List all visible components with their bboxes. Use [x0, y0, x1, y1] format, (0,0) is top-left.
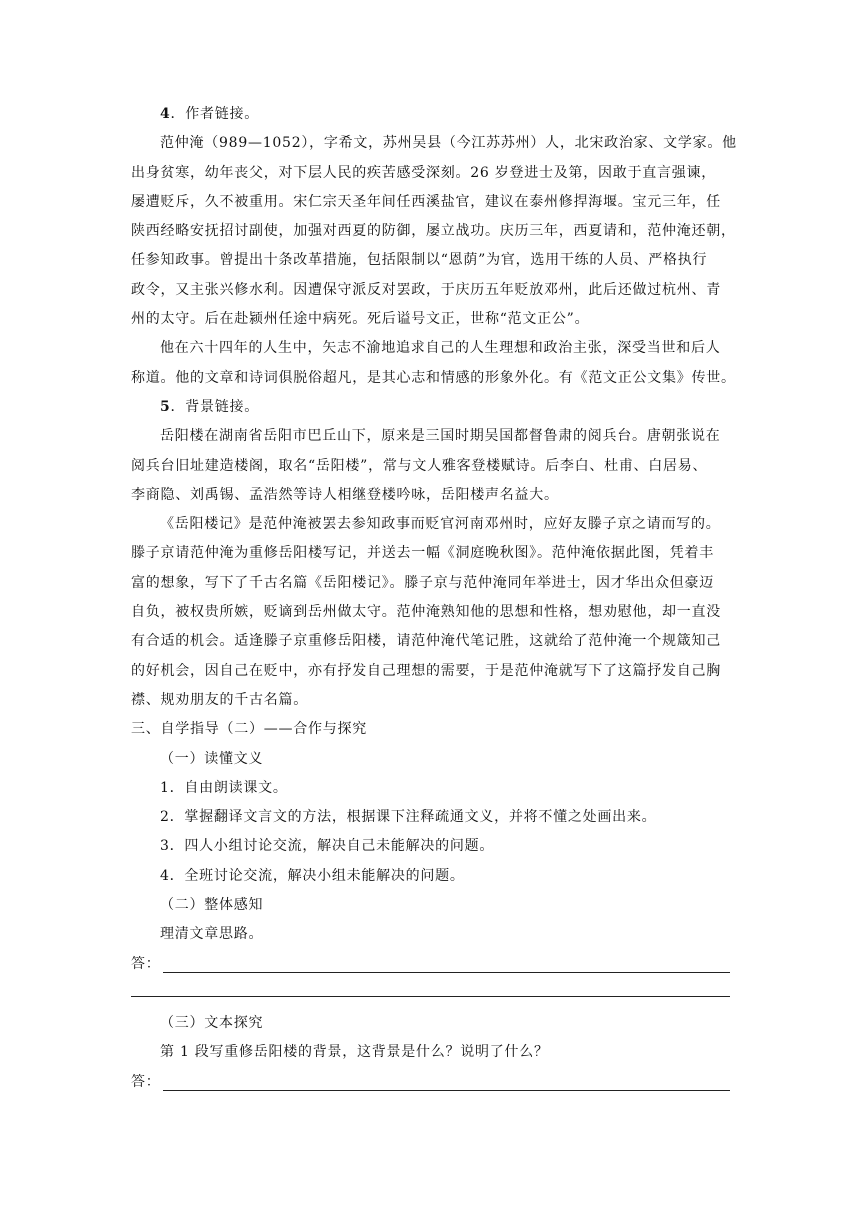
section-4-para1-line: 州的太守。后在赴颍州任途中病死。死后谥号文正，世称“范文正公”。 [131, 311, 590, 328]
list-item: 1．自由朗读课文。 [160, 779, 288, 796]
section-5-para2-line: 《岳阳楼记》是范仲淹被罢去参知政事而贬官河南邓州时，应好友滕子京之请而写的。 [160, 516, 721, 533]
section-4-para1-line: 范仲淹（989—1052），字希文，苏州吴县（今江苏苏州）人，北宋政治家、文学家。他 [160, 135, 737, 152]
part-3-title: 三、自学指导（二）——合作与探究 [131, 721, 367, 738]
section-4-para2-line: 他在六十四年的人生中，矢志不渝地追求自己的人生理想和政治主张，深受当世和后人 [160, 340, 721, 357]
section-4-para1-line: 出身贫寒，幼年丧父，对下层人民的疾苦感受深刻。26 岁登进士及第，因敢于直言强谏， [131, 164, 717, 181]
section-5-para1-line: 阅兵台旧址建造楼阁，取名“岳阳楼”，常与文人雅客登楼赋诗。后李白、杜甫、白居易、 [131, 457, 708, 474]
list-item: 2．掌握翻译文言文的方法，根据课下注释疏通文义，并将不懂之处画出来。 [160, 809, 657, 826]
section-5-para2-line: 自负，被权贵所嫉，贬谪到岳州做太守。范仲淹熟知他的思想和性格，想劝慰他，却一直没 [131, 604, 721, 621]
section-5-number: 5 [160, 398, 171, 415]
document-page [131, 100, 737, 1097]
answer-row [131, 950, 730, 979]
subsection-3-question: 第 1 段写重修岳阳楼的背景，这背景是什么？说明了什么？ [160, 1044, 549, 1061]
section-4-para1-line: 屡遭贬斥，久不被重用。宋仁宗天圣年间任西溪盐官，建议在泰州修捍海堰。宝元三年，任 [131, 193, 721, 210]
section-4-number: 4 [160, 106, 171, 122]
answer-row [131, 1068, 730, 1097]
section-4-para1-line: 陕西经略安抚招讨副使，加强对西夏的防御，屡立战功。庆历三年，西夏请和，范仲淹还朝， [131, 223, 736, 240]
section-4-heading [131, 100, 730, 129]
subsection-2-task: 理清文章思路。 [160, 926, 264, 943]
section-5-para2-line: 的好机会，因自己在贬中，亦有抒发自己理想的需要，于是范仲淹就写下了这篇抒发自己胸 [131, 662, 721, 679]
section-5-para2-line: 富的想象，写下了千古名篇《岳阳楼记》。滕子京与范仲淹同年举进士，因才华出众但豪迈 [131, 574, 714, 591]
section-5-heading [131, 393, 730, 422]
answer-blank-line[interactable] [163, 952, 731, 973]
section-4-title: ．作者链接。 [170, 106, 259, 122]
answer-blank-line[interactable] [131, 996, 730, 997]
section-4-para1-line: 任参知政事。曾提出十条改革措施，包括限制以“恩荫”为官，选用干练的人员、严格执行 [131, 252, 708, 269]
section-5-title: ．背景链接。 [170, 398, 259, 415]
section-4-para1-line: 政令，又主张兴修水利。因遭保守派反对罢政，于庆历五年贬放邓州，此后还做过杭州、青 [131, 281, 721, 298]
section-4-para2-line: 称道。他的文章和诗词俱脱俗超凡，是其心志和情感的形象外化。有《范文正公文集》传世。 [131, 369, 736, 386]
section-5-para2-line: 有合适的机会。适逢滕子京重修岳阳楼，请范仲淹代笔记胜，这就给了范仲淹一个规箴知己 [131, 633, 721, 650]
list-item: 3．四人小组讨论交流，解决自己未能解决的问题。 [160, 838, 495, 855]
answer-label: 答： [131, 955, 161, 972]
list-item: 4．全班讨论交流，解决小组未能解决的问题。 [160, 867, 465, 884]
subsection-1-title: （一）读懂文义 [160, 750, 264, 767]
subsection-2-title: （二）整体感知 [160, 897, 264, 914]
subsection-3-title: （三）文本探究 [160, 1014, 264, 1031]
section-5-para1-line: 李商隐、刘禹锡、孟浩然等诗人相继登楼吟咏，岳阳楼声名益大。 [131, 486, 559, 503]
answer-blank-line[interactable] [163, 1070, 731, 1091]
section-5-para2-line: 滕子京请范仲淹为重修岳阳楼写记，并送去一幅《洞庭晚秋图》。范仲淹依据此图，凭着丰 [131, 545, 714, 562]
section-5-para1-line: 岳阳楼在湖南省岳阳市巴丘山下，原来是三国时期吴国都督鲁肃的阅兵台。唐朝张说在 [160, 428, 721, 445]
section-5-para2-line: 襟、规劝朋友的千古名篇。 [131, 691, 308, 708]
answer-label: 答： [131, 1073, 161, 1090]
